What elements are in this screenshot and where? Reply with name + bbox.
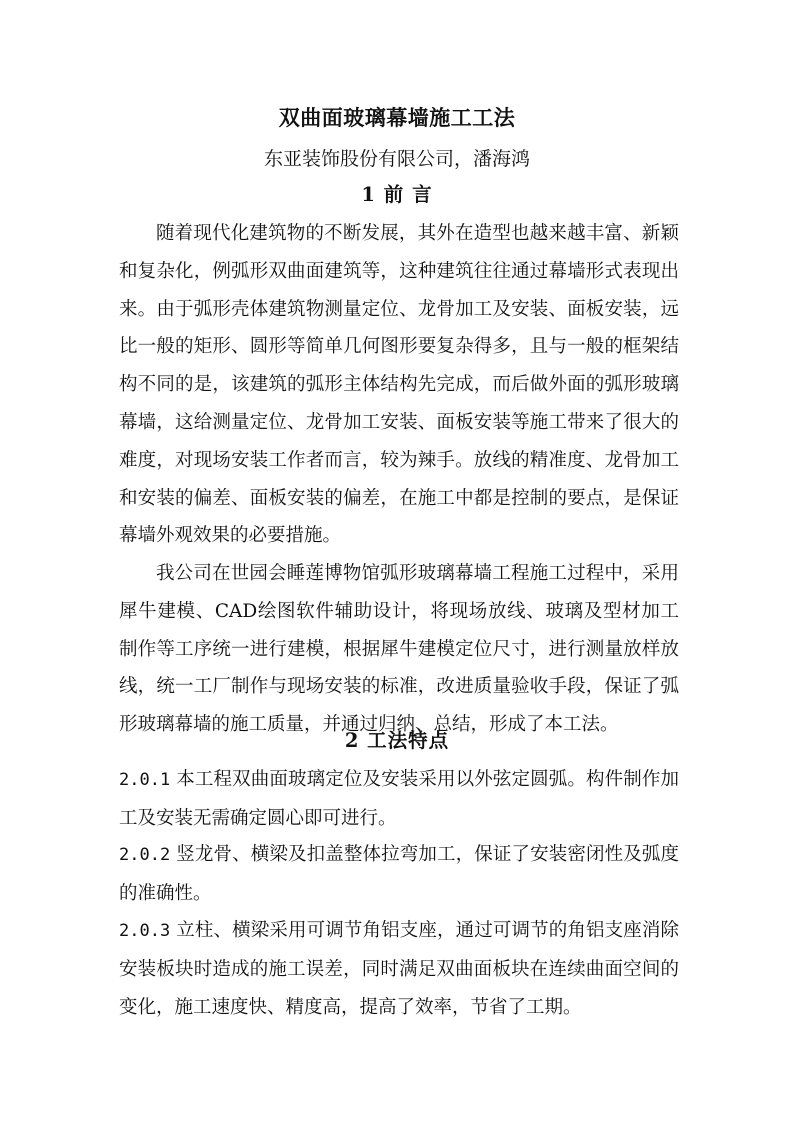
clause-text: 竖龙骨、横梁及扣盖整体拉弯加工，保证了安装密闭性及弧度的准确性。 bbox=[119, 844, 679, 904]
clause-text: 立柱、横梁采用可调节角铝支座，通过可调节的角铝支座消除安装板块时造成的施工误差，同时满足双曲面板块在连续曲面空间的变化，施工速度快、精度高，提高了效率，节省了工期。 bbox=[119, 920, 679, 1018]
clause-number: 2.0.2 bbox=[119, 845, 171, 865]
preface-paragraph-1: 随着现代化建筑物的不断发展，其外在造型也越来越丰富、新颖和复杂化，例弧形双曲面建筑等，这种建筑往往通过幕墙形式表现出来。由于弧形壳体建筑物测量定位、龙骨加工及安装、面板安装，远比一般的矩形、圆形等简单几何图形要复杂得多，且与一般的框架结构不同的是，该建筑的弧形主体结构先完成，而后做外面的弧形玻璃幕墙，这给测量定位、龙骨加工安装、面板安装等施工带来了很大的难度，对现场安装工作者而言，较为辣手。放线的精准度、龙骨加工和安装的偏差、面板安装的偏差，在施工中都是控制的要点，是保证幕墙外观效果的必要措施。 bbox=[119, 223, 679, 547]
clause-2-0-3 bbox=[119, 912, 679, 1026]
clause-text: 本工程双曲面玻璃定位及安装采用以外弦定圆弧。构件制作加工及安装无需确定圆心即可进行。 bbox=[119, 769, 679, 829]
document-title: 双曲面玻璃幕墙施工工法 bbox=[278, 105, 516, 130]
clause-number: 2.0.3 bbox=[119, 921, 171, 941]
preface-paragraph-2: 我公司在世园会睡莲博物馆弧形玻璃幕墙工程施工过程中，采用犀牛建模、CAD绘图软件辅助设计，将现场放线、玻璃及型材加工制作等工序统一进行建模，根据犀牛建模定位尺寸，进行测量放样放线，统一工厂制作与现场安装的标准，改进质量验收手段，保证了弧形玻璃幕墙的施工质量，并通过归纳、总结，形成了本工法。 bbox=[119, 563, 679, 736]
author-byline: 东亚装饰股份有限公司，潘海鸿 bbox=[263, 148, 530, 170]
clause-2-0-1 bbox=[119, 761, 679, 838]
clause-2-0-2 bbox=[119, 836, 679, 913]
section-heading-preface: 1 前 言 bbox=[361, 183, 433, 206]
clause-number: 2.0.1 bbox=[119, 770, 171, 790]
section-heading-features: 2 工法特点 bbox=[344, 729, 450, 752]
